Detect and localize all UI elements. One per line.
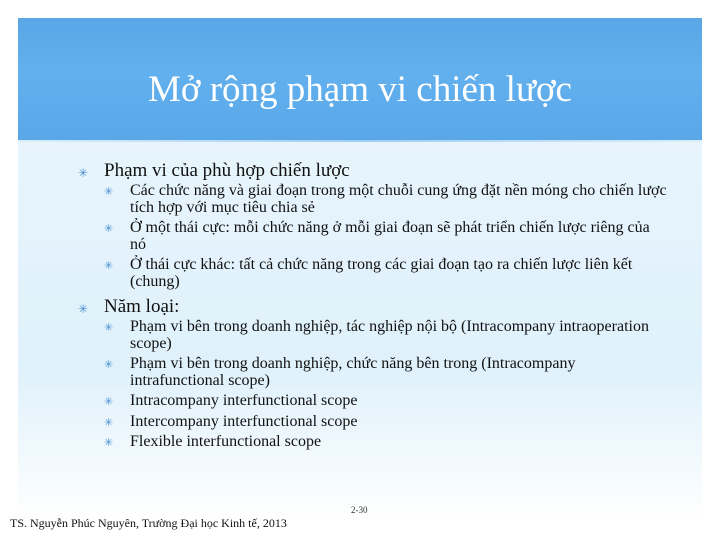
sub-bullet-item	[104, 183, 668, 216]
asterisk-bullet-icon: ✳	[104, 222, 114, 235]
bullet-section	[78, 160, 668, 290]
sub-bullet-text: Phạm vi bên trong doanh nghiệp, tác nghiệp nội bộ (Intracompany intraoperation scope)	[130, 318, 649, 352]
slide-content	[78, 160, 668, 455]
sub-bullet-list	[104, 319, 668, 451]
sub-bullet-text: Intracompany interfunctional scope	[130, 392, 358, 409]
sub-bullet-list	[104, 183, 668, 290]
bullet-section	[78, 296, 668, 451]
sub-bullet-text: Các chức năng và giai đoạn trong một chuỗi cung ứng đặt nền móng cho chiến lược tích hợp với mục tiêu chia sẻ	[130, 182, 667, 216]
sub-bullet-item	[104, 220, 668, 253]
sub-bullet-item	[104, 319, 668, 352]
sub-bullet-item	[104, 434, 668, 451]
sub-bullet-text: Ở thái cực khác: tất cả chức năng trong các giai đoạn tạo ra chiến lược liên kết (chung)	[130, 256, 633, 290]
asterisk-bullet-icon: ✳	[104, 436, 114, 449]
section-heading: Năm loại:	[104, 296, 180, 317]
asterisk-bullet-icon: ✳	[104, 395, 114, 408]
asterisk-bullet-icon: ✳	[78, 166, 89, 180]
asterisk-bullet-icon: ✳	[104, 321, 114, 334]
bullet-list	[78, 160, 668, 451]
asterisk-bullet-icon: ✳	[104, 415, 114, 429]
footer-credit: TS. Nguyễn Phúc Nguyên, Trường Đại học Kinh tế, 2013	[10, 516, 287, 530]
sub-bullet-text: Intercompany interfunctional scope	[130, 412, 358, 430]
sub-bullet-item	[104, 393, 668, 410]
asterisk-bullet-icon: ✳	[104, 259, 114, 272]
asterisk-bullet-icon: ✳	[104, 185, 114, 198]
sub-bullet-item	[104, 356, 668, 389]
asterisk-bullet-icon: ✳	[104, 358, 114, 371]
sub-bullet-text: Ở một thái cực: mỗi chức năng ở mỗi giai đoạn sẽ phát triển chiến lược riêng của nó	[130, 219, 650, 253]
sub-bullet-item	[104, 414, 668, 431]
section-heading: Phạm vi của phù hợp chiến lược	[104, 160, 350, 181]
slide-number: 2-30	[351, 505, 368, 515]
slide-title: Mở rộng phạm vi chiến lược	[148, 69, 572, 110]
asterisk-bullet-icon: ✳	[78, 302, 89, 316]
sub-bullet-text: Flexible interfunctional scope	[130, 433, 322, 450]
title-panel	[18, 18, 702, 140]
sub-bullet-text: Phạm vi bên trong doanh nghiệp, chức năng bên trong (Intracompany intrafunctional scope)	[130, 355, 576, 389]
sub-bullet-item	[104, 257, 668, 290]
